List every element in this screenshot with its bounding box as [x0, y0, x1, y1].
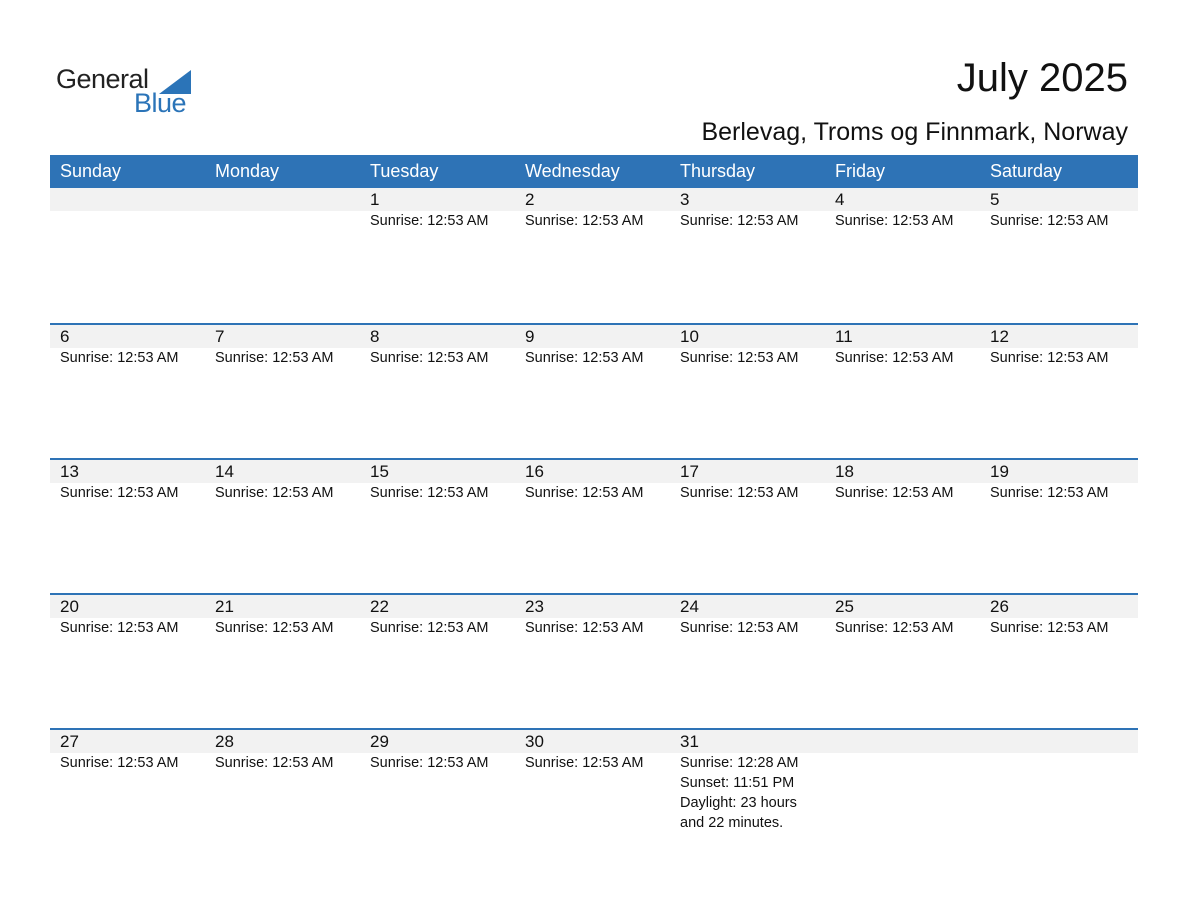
day-cell: [980, 188, 1135, 323]
day-info-line: Sunrise: 12:28 AM: [680, 755, 799, 771]
week-row: [50, 323, 1138, 458]
day-number: 7: [215, 327, 225, 346]
day-cell: [980, 460, 1135, 593]
day-info-line: Sunrise: 12:53 AM: [60, 755, 179, 771]
day-info-line: Sunrise: 12:53 AM: [525, 485, 644, 501]
day-info-line: Sunrise: 12:53 AM: [835, 485, 954, 501]
day-info-line: Sunrise: 12:53 AM: [835, 350, 954, 366]
day-number: 24: [680, 597, 699, 616]
day-info-line: Daylight: 23 hours: [680, 795, 797, 811]
day-cell: [360, 595, 515, 728]
day-info-line: Sunrise: 12:53 AM: [215, 755, 334, 771]
day-cell: [360, 730, 515, 863]
weekday-header-monday: Monday: [215, 161, 280, 181]
day-number: 18: [835, 462, 854, 481]
day-cell: [515, 595, 670, 728]
day-info-line: Sunrise: 12:53 AM: [525, 755, 644, 771]
day-number: [835, 730, 980, 753]
day-cell: [50, 730, 205, 863]
logo-word-blue: Blue: [134, 88, 187, 118]
day-number: 1: [370, 190, 380, 209]
day-number: 27: [60, 732, 79, 751]
day-info-line: Sunrise: 12:53 AM: [525, 350, 644, 366]
day-info-line: Sunset: 11:51 PM: [680, 775, 795, 791]
day-number: [990, 730, 1135, 753]
day-cell: [205, 460, 360, 593]
day-number: 20: [60, 597, 79, 616]
day-cell: [360, 325, 515, 458]
day-number: 12: [990, 327, 1009, 346]
day-number: 22: [370, 597, 389, 616]
day-number: 29: [370, 732, 389, 751]
day-info-line: Sunrise: 12:53 AM: [990, 213, 1109, 229]
week-row: [50, 593, 1138, 728]
day-cell: [515, 730, 670, 863]
day-info-line: Sunrise: 12:53 AM: [370, 350, 489, 366]
day-cell: [825, 730, 980, 863]
day-cell: [50, 325, 205, 458]
day-info-line: Sunrise: 12:53 AM: [525, 620, 644, 636]
day-cell: [360, 460, 515, 593]
day-cell: [50, 595, 205, 728]
day-number: 31: [680, 732, 699, 751]
day-cell: [205, 595, 360, 728]
day-info-line: Sunrise: 12:53 AM: [990, 485, 1109, 501]
day-info-line: Sunrise: 12:53 AM: [370, 620, 489, 636]
weekday-header-tuesday: Tuesday: [370, 161, 439, 181]
day-number: 21: [215, 597, 234, 616]
day-info-line: Sunrise: 12:53 AM: [370, 755, 489, 771]
day-info-line: Sunrise: 12:53 AM: [60, 350, 179, 366]
day-number: 19: [990, 462, 1009, 481]
day-number: 11: [835, 327, 853, 346]
day-info-line: Sunrise: 12:53 AM: [990, 350, 1109, 366]
day-info-line: Sunrise: 12:53 AM: [680, 485, 799, 501]
day-number: 2: [525, 190, 535, 209]
day-number: 4: [835, 190, 845, 209]
day-number: 23: [525, 597, 544, 616]
day-cell: [205, 730, 360, 863]
day-number: 25: [835, 597, 854, 616]
day-info-line: Sunrise: 12:53 AM: [370, 213, 489, 229]
day-cell: [825, 325, 980, 458]
day-number: 16: [525, 462, 544, 481]
location-subtitle: Berlevag, Troms og Finnmark, Norway: [701, 118, 1128, 146]
day-cell: [670, 460, 825, 593]
day-number: 15: [370, 462, 389, 481]
day-cell: [50, 460, 205, 593]
weekday-header-saturday: Saturday: [990, 161, 1063, 181]
day-info-line: Sunrise: 12:53 AM: [215, 485, 334, 501]
day-cell: [670, 188, 825, 323]
day-number: 30: [525, 732, 544, 751]
day-number: 17: [680, 462, 699, 481]
day-info-line: Sunrise: 12:53 AM: [60, 485, 179, 501]
day-cell: [980, 325, 1135, 458]
day-info-line: Sunrise: 12:53 AM: [835, 213, 954, 229]
week-row: [50, 188, 1138, 323]
calendar-weeks: [50, 188, 1138, 863]
day-number: 28: [215, 732, 234, 751]
day-number: 5: [990, 190, 1000, 209]
day-cell: [670, 595, 825, 728]
day-cell: [825, 460, 980, 593]
logo: [56, 64, 196, 120]
day-cell: [825, 595, 980, 728]
calendar-grid: [50, 155, 1138, 863]
day-info-line: Sunrise: 12:53 AM: [525, 213, 644, 229]
day-number: 26: [990, 597, 1009, 616]
logo-word-general: General: [56, 64, 149, 94]
weekday-header-row: [50, 155, 1138, 188]
day-info-line: Sunrise: 12:53 AM: [680, 620, 799, 636]
weekday-header-thursday: Thursday: [680, 161, 756, 181]
day-cell: [360, 188, 515, 323]
day-cell: [980, 730, 1135, 863]
day-cell: [670, 325, 825, 458]
day-info-line: Sunrise: 12:53 AM: [215, 350, 334, 366]
day-number: [60, 188, 205, 211]
day-number: 3: [680, 190, 690, 209]
day-cell: [515, 460, 670, 593]
day-info-line: Sunrise: 12:53 AM: [60, 620, 179, 636]
day-number: 14: [215, 462, 234, 481]
day-number: 10: [680, 327, 699, 346]
page-title: July 2025: [956, 56, 1128, 100]
day-cell: [515, 325, 670, 458]
day-cell: [205, 188, 360, 323]
day-cell: [50, 188, 205, 323]
day-number: 13: [60, 462, 79, 481]
weekday-header-sunday: Sunday: [60, 161, 122, 181]
day-cell: [515, 188, 670, 323]
day-info-line: and 22 minutes.: [680, 815, 784, 831]
day-info-line: Sunrise: 12:53 AM: [370, 485, 489, 501]
day-cell: [205, 325, 360, 458]
day-info-line: Sunrise: 12:53 AM: [680, 213, 799, 229]
week-row: [50, 458, 1138, 593]
day-info-line: Sunrise: 12:53 AM: [990, 620, 1109, 636]
day-number: 9: [525, 327, 535, 346]
weekday-header-wednesday: Wednesday: [525, 161, 620, 181]
weekday-header-friday: Friday: [835, 161, 886, 181]
day-cell: [980, 595, 1135, 728]
week-row: [50, 728, 1138, 863]
day-info-line: Sunrise: 12:53 AM: [835, 620, 954, 636]
day-cell: [825, 188, 980, 323]
day-info-line: Sunrise: 12:53 AM: [680, 350, 799, 366]
day-number: 6: [60, 327, 70, 346]
day-cell: [670, 730, 825, 863]
day-info-line: Sunrise: 12:53 AM: [215, 620, 334, 636]
day-number: [215, 188, 360, 211]
day-number: 8: [370, 327, 380, 346]
